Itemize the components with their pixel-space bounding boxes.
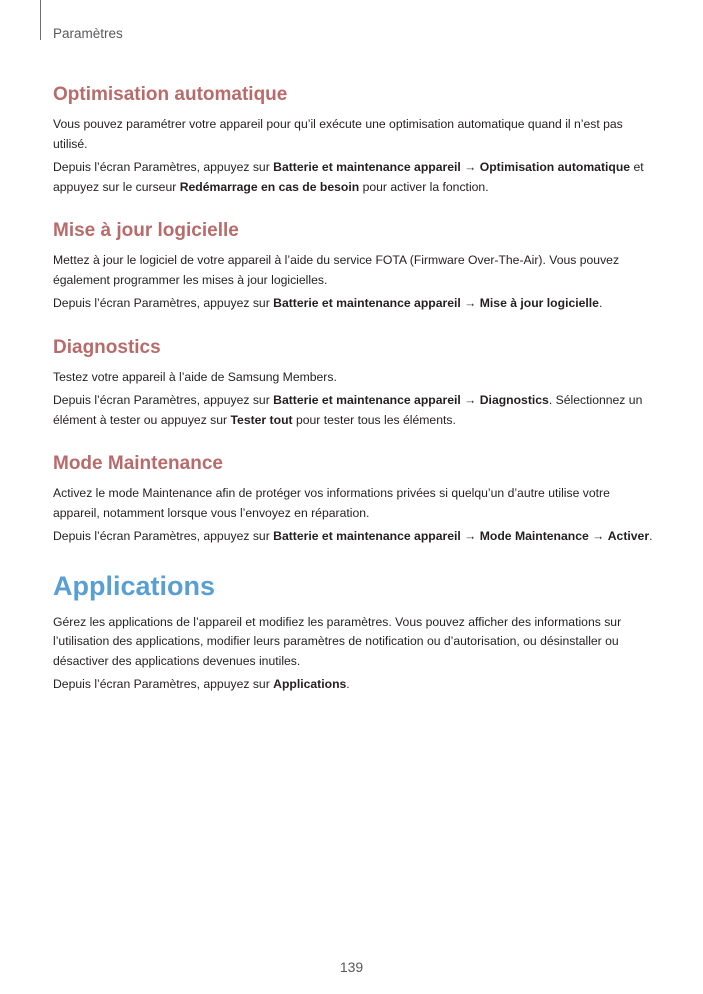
page-number: 139	[339, 959, 364, 975]
section-title: Diagnostics	[53, 336, 161, 358]
page-header: Paramètres	[53, 26, 123, 41]
section-title: Mode Maintenance	[53, 453, 223, 474]
section-title: Optimisation automatique	[53, 84, 288, 105]
menu-path: Mise à jour logicielle	[479, 296, 599, 310]
menu-path: Batterie et maintenance appareil	[273, 529, 461, 543]
paragraph: Testez votre appareil à l’aide de Samsung Members.	[53, 369, 337, 384]
text: .	[598, 296, 603, 310]
text: pour tester tous les éléments.	[292, 412, 456, 427]
section-applications	[53, 569, 653, 695]
menu-path: Activer	[607, 529, 650, 543]
text: et appuyez sur le curseur	[53, 160, 644, 194]
menu-path: Tester tout	[230, 412, 293, 427]
paragraph: Mettez à jour le logiciel de votre appareil à l’aide du service FOTA (Firmware Over-The-Air). Vous pouvez également programmer les mises à jour logicielles.	[53, 253, 620, 287]
menu-path: Batterie et maintenance appareil	[273, 296, 461, 310]
text: Depuis l’écran Paramètres, appuyez sur	[53, 677, 274, 691]
instruction-paragraph	[53, 675, 653, 695]
chapter-title: Applications	[53, 570, 216, 601]
menu-path: Diagnostics	[479, 393, 549, 407]
instruction-paragraph	[53, 527, 653, 547]
instruction-paragraph	[53, 294, 653, 314]
text: .	[649, 529, 653, 543]
text: Depuis l’écran Paramètres, appuyez sur	[53, 393, 274, 407]
arrow: →	[460, 296, 480, 310]
text: .	[346, 677, 350, 691]
menu-path: Redémarrage en cas de besoin	[179, 179, 360, 194]
text: Depuis l’écran Paramètres, appuyez sur	[53, 529, 274, 543]
arrow: →	[460, 160, 480, 174]
menu-path: Optimisation automatique	[479, 160, 631, 174]
instruction-paragraph	[53, 391, 653, 430]
menu-path: Mode Maintenance	[479, 529, 589, 543]
menu-path: Applications	[273, 677, 347, 691]
paragraph: Vous pouvez paramétrer votre appareil pour qu’il exécute une optimisation automatique quand il n’est pas utilisé.	[53, 117, 623, 151]
instruction-paragraph	[53, 158, 653, 197]
text: Depuis l’écran Paramètres, appuyez sur	[53, 296, 274, 310]
paragraph: Activez le mode Maintenance afin de protéger vos informations privées si quelqu’un d’autre utilise votre appareil, notamment lorsque vous l’envoyez en réparation.	[53, 486, 610, 520]
paragraph: Gérez les applications de l’appareil et modifiez les paramètres. Vous pouvez afficher des informations sur l’utilisation des applications, modifier leurs paramètres de notification ou d’autorisation, ou désinstaller ou désactiver des applications devenues inutiles.	[53, 614, 622, 668]
text: pour activer la fonction.	[359, 179, 489, 194]
menu-path: Batterie et maintenance appareil	[273, 160, 461, 174]
text: . Sélectionnez un élément à tester ou appuyez sur	[53, 393, 643, 427]
page-content	[53, 83, 653, 717]
section-mise-a-jour	[53, 219, 653, 314]
arrow: →	[588, 529, 608, 543]
header-rule	[40, 0, 41, 40]
section-diagnostics	[53, 336, 653, 431]
arrow: →	[460, 529, 480, 543]
arrow: →	[460, 393, 480, 407]
menu-path: Batterie et maintenance appareil	[273, 393, 461, 407]
section-mode-maintenance	[53, 452, 653, 547]
section-optimisation	[53, 83, 653, 197]
text: Depuis l’écran Paramètres, appuyez sur	[53, 160, 274, 174]
section-title: Mise à jour logicielle	[53, 220, 239, 241]
